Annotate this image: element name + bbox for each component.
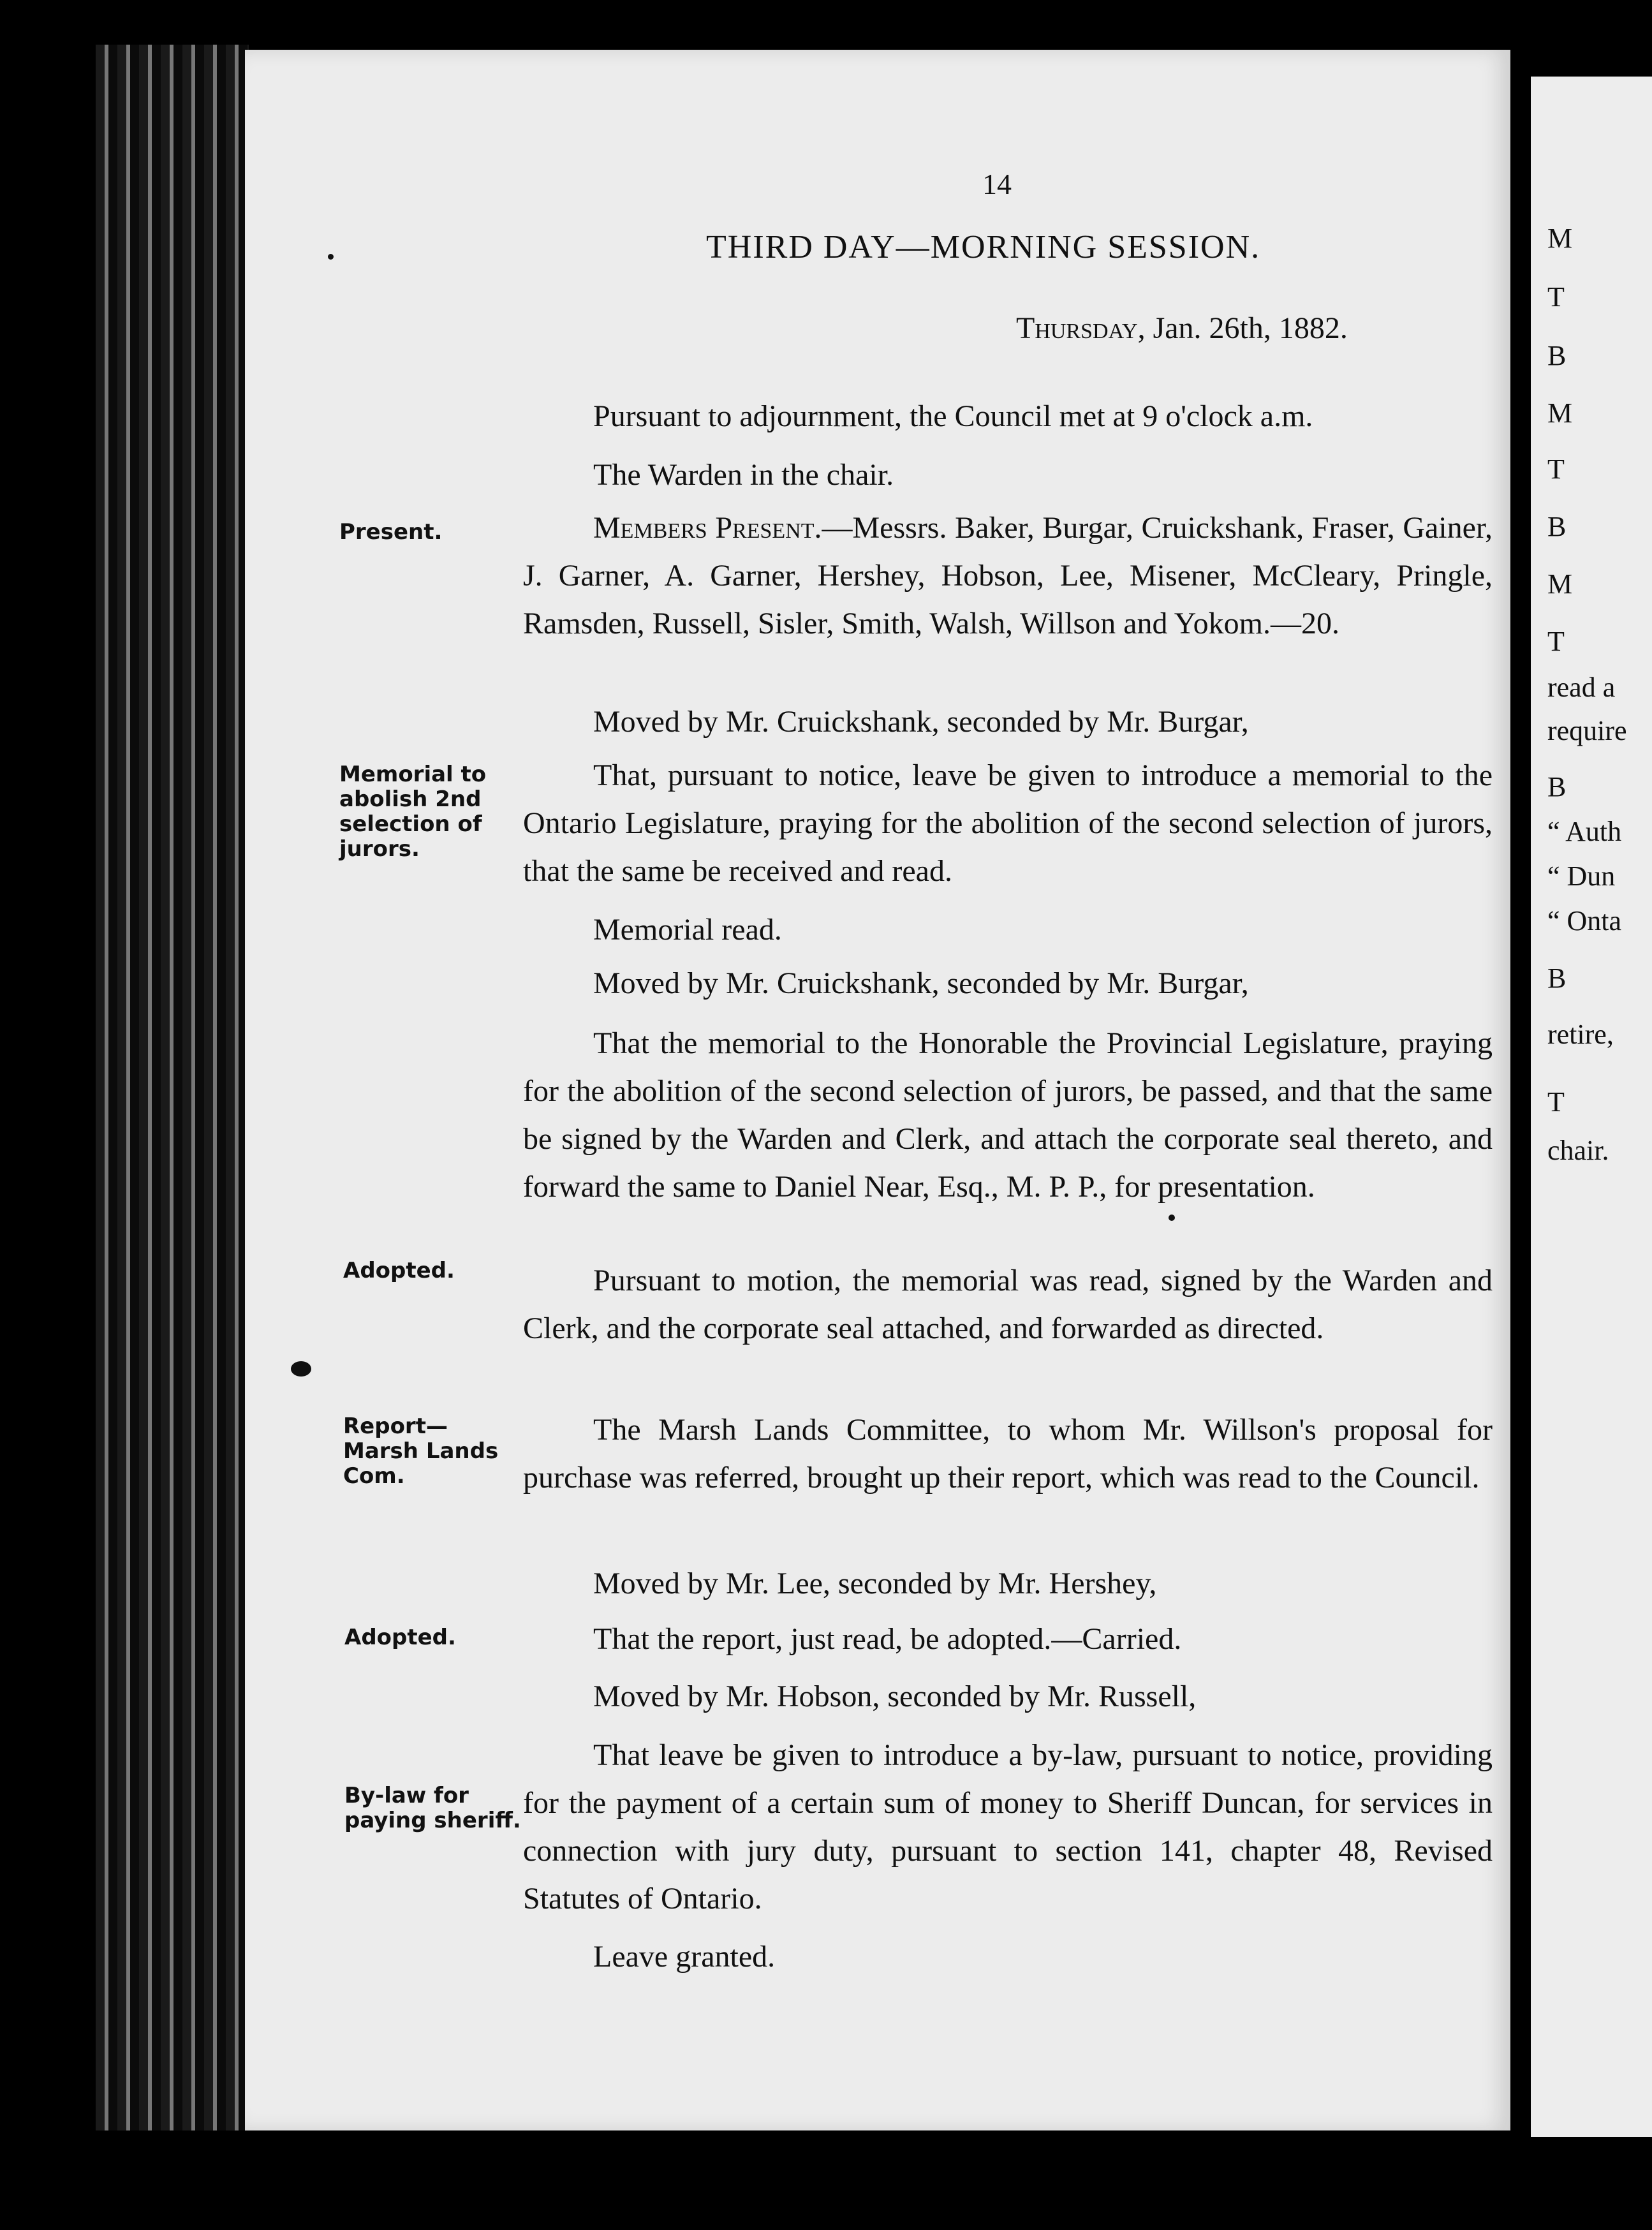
facing-fragment: “ Dun [1547,860,1616,892]
facing-fragment: require [1547,715,1627,746]
facing-fragment: “ Auth [1547,816,1622,847]
paragraph-members-present [523,504,1493,647]
facing-fragment: retire, [1547,1019,1614,1050]
paragraph: Pursuant to motion, the memorial was read, signed by the Warden and Clerk, and the corporate seal attached, and forwarded as directed. [523,1264,1493,1345]
scan-speck [1169,1215,1175,1221]
paragraph: That the memorial to the Honorable the Provincial Legislature, praying for the abolition of the second selection of jurors, be passed, and that the same be signed by the Warden and Clerk, and attach the corporate seal thereto, and forward the same to Daniel Near, Esq., M. P. P., for presentation. [523,1026,1493,1204]
facing-page [1531,77,1652,2137]
members-present-list: —Messrs. Baker, Burgar, Cruickshank, Fraser, Gainer, J. Garner, A. Garner, Hershey, Hobson, Lee, Misener, McCleary, Pringle, Ramsden, Russell, Sisler, Smith, Walsh, Willson and Yokom.—20. [523,511,1493,640]
paragraph: Leave granted. [593,1940,776,1974]
members-present-heading: Members Present. [593,511,822,545]
facing-fragment: B [1547,511,1567,542]
facing-fragment: T [1547,626,1565,657]
paragraph: The Marsh Lands Committee, to whom Mr. Willson's proposal for purchase was referred, brought up their report, which was read to the Council. [523,1413,1493,1495]
paragraph: Moved by Mr. Cruickshank, seconded by Mr. Burgar, [593,966,1249,1000]
facing-fragment: T [1547,281,1565,313]
date-rest: , Jan. 26th, 1882. [1137,311,1348,345]
scan-speck [291,1361,311,1377]
paragraph: That, pursuant to notice, leave be given to introduce a memorial to the Ontario Legislature, praying for the abolition of the second selection of jurors, that the same be received and read. [523,758,1493,888]
paragraph: Moved by Mr. Lee, seconded by Mr. Hershey, [593,1567,1157,1600]
session-date [1016,311,1348,346]
date-weekday: Thursday [1016,311,1138,345]
facing-fragment: M [1547,397,1573,429]
book-spine-edges [96,45,249,2130]
facing-fragment: M [1547,568,1573,600]
paragraph: Pursuant to adjournment, the Council met at 9 o'clock a.m. [593,399,1313,433]
facing-fragment: “ Onta [1547,905,1622,936]
paragraph: Memorial read. [593,913,782,947]
facing-fragment: M [1547,223,1573,254]
paragraph: Moved by Mr. Hobson, seconded by Mr. Russell, [593,1680,1197,1713]
paragraph: The Warden in the chair. [593,458,894,492]
margin-note-report: Report— Marsh Lands Com. [343,1414,499,1489]
facing-fragment: T [1547,454,1565,485]
facing-fragment: B [1547,340,1567,371]
paragraph: That leave be given to introduce a by-law, pursuant to notice, providing for the payment of a certain sum of money to Sheriff Duncan, for services in connection with jury duty, pursuant to section 141, chapter 48, Revised Statutes of Ontario. [523,1738,1493,1916]
facing-fragment: read a [1547,672,1616,703]
margin-note-adopted: Adopted. [343,1258,455,1283]
facing-fragment: T [1547,1086,1565,1118]
margin-note-bylaw: By-law for paying sheriff. [344,1783,521,1833]
margin-note-memorial: Memorial to abolish 2nd selection of jurors. [339,762,487,862]
facing-fragment: B [1547,963,1567,994]
session-title: THIRD DAY—MORNING SESSION. [706,229,1261,265]
margin-note-present: Present. [339,519,443,545]
scan-speck [328,254,334,260]
paragraph: That the report, just read, be adopted.—Carried. [593,1622,1182,1656]
facing-fragment: B [1547,771,1567,802]
facing-fragment: chair. [1547,1135,1609,1166]
paragraph: Moved by Mr. Cruickshank, seconded by Mr. Burgar, [593,705,1249,739]
margin-note-adopted: Adopted. [344,1625,456,1650]
page-number: 14 [982,168,1012,200]
